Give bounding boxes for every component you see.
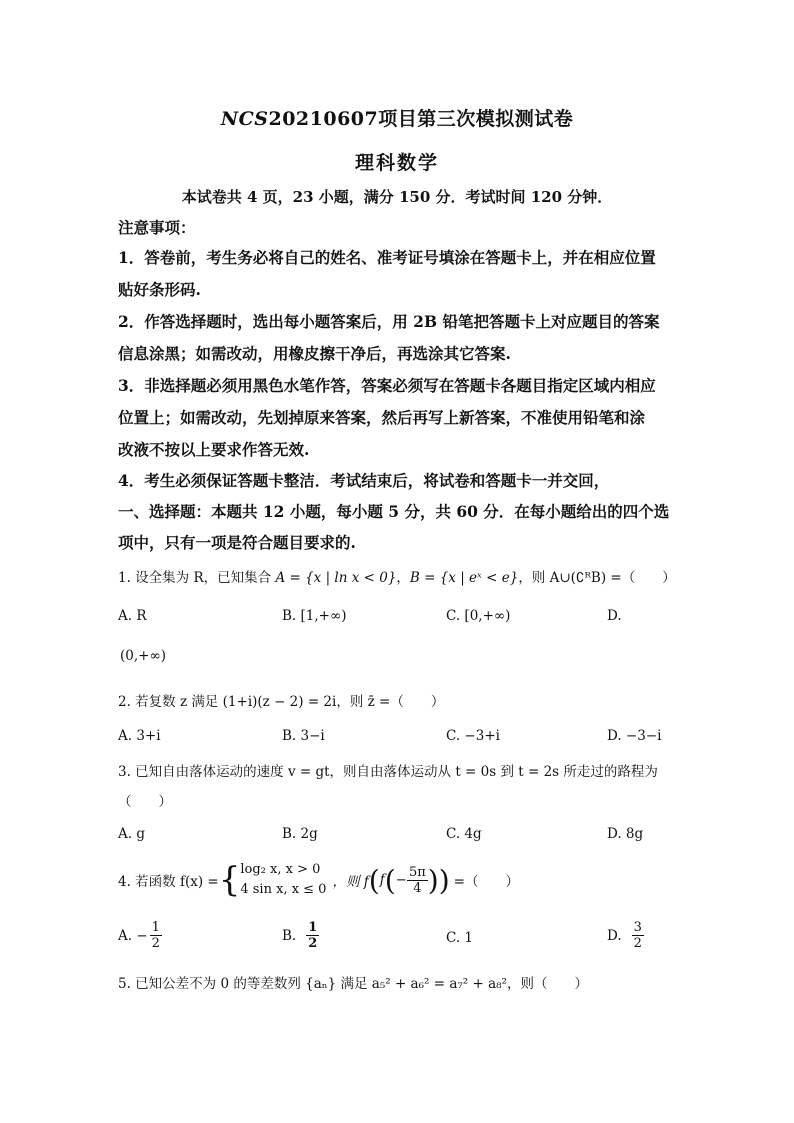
exam-summary: 本试卷共 4 页，23 小题，满分 150 分．考试时间 120 分钟． xyxy=(181,188,613,206)
q4-paren-close-outer: ) xyxy=(438,863,450,897)
q4-option-b-fraction xyxy=(306,920,319,951)
question-3-stem-line-2: （ ） xyxy=(118,794,172,810)
q4-option-a-den: 2 xyxy=(151,936,160,951)
notice-item-2-line-1: 2．作答选择题时，选出每小题答案后，用 2B 铅笔把答题卡上对应题目的答案 xyxy=(118,312,660,331)
q3-option-a: A. g xyxy=(118,826,145,842)
q4-option-b xyxy=(282,920,319,951)
q4-fraction xyxy=(407,865,428,896)
q4-outer-f: ，则 f xyxy=(332,874,369,890)
notice-item-3-line-2: 位置上；如需改动，先划掉原来答案，然后再写上新答案，不准使用铅笔和涂 xyxy=(118,408,646,427)
question-1-stem xyxy=(118,566,678,586)
notice-item-3-line-1: 3．非选择题必须用黑色水笔作答，答案必须写在答题卡各题目指定区域内相应 xyxy=(118,376,656,395)
q4-option-b-label: B. xyxy=(282,927,297,944)
notice-item-1-line-1: 1．答卷前，考生务必将自己的姓名、准考证号填涂在答题卡上，并在相应位置 xyxy=(118,248,656,267)
q4-option-a xyxy=(118,920,162,951)
question-4-stem xyxy=(118,860,678,900)
q1-stem-end: ，则 A∪(∁ᴿB) =（ ） xyxy=(518,570,676,586)
q1-stem-start: 1. 设全集为 R，已知集合 xyxy=(118,570,272,586)
page-title xyxy=(0,104,794,131)
q4-fraction-den: 4 xyxy=(413,880,422,896)
q4-option-c: C. 1 xyxy=(446,930,474,946)
section-intro-line-2: 项中，只有一项是符合题目要求的. xyxy=(118,533,356,552)
notice-item-2-line-2: 信息涂黑；如需改动，用橡皮擦干净后，再选涂其它答案. xyxy=(118,344,511,363)
q1-option-d-value: (0,+∞) xyxy=(120,648,166,664)
q4-option-d-den: 2 xyxy=(633,936,642,951)
q4-option-b-num: 1 xyxy=(308,920,318,935)
q4-fraction-num: 5π xyxy=(408,864,426,880)
q3-option-c: C. 4g xyxy=(446,826,482,842)
q1-option-c: C. [0,+∞) xyxy=(446,608,511,624)
q4-option-a-fraction xyxy=(150,920,162,951)
title-prefix: NCS xyxy=(220,108,269,130)
q4-negative-sign: − xyxy=(395,872,407,888)
q1-option-a: A. R xyxy=(118,608,147,624)
page-subtitle: 理科数学 xyxy=(354,152,439,174)
q1-comma: ， xyxy=(396,570,410,586)
q3-option-d: D. 8g xyxy=(607,826,644,842)
q4-option-d-label: D. xyxy=(607,927,622,944)
q4-inner-f: f xyxy=(379,872,385,888)
q4-piecewise xyxy=(240,860,326,900)
q4-brace: { xyxy=(218,860,241,900)
q3-option-b: B. 2g xyxy=(282,826,318,842)
q2-option-d: D. −3−i xyxy=(607,728,662,744)
q2-option-c: C. −3+i xyxy=(446,728,500,744)
q4-paren-open-inner: ( xyxy=(384,863,396,897)
q4-option-d-num: 3 xyxy=(633,920,642,935)
q2-option-b: B. 3−i xyxy=(282,728,325,744)
q1-option-b: B. [1,+∞) xyxy=(282,608,347,624)
q4-option-d-fraction xyxy=(632,920,644,951)
q1-set-b: B = {x | eˣ < e} xyxy=(409,570,519,586)
notice-heading: 注意事项： xyxy=(118,218,196,237)
q4-option-b-den: 2 xyxy=(308,936,318,951)
section-intro-line-1: 一、选择题：本题共 12 小题，每小题 5 分，共 60 分．在每小题给出的四个选 xyxy=(118,502,670,521)
question-5-stem: 5. 已知公差不为 0 的等差数列 {aₙ} 满足 a₅² + a₆² = a₇² + a₈²，则（ ） xyxy=(118,976,588,992)
q4-option-a-num: 1 xyxy=(151,920,160,935)
q4-option-a-label: A. − xyxy=(118,927,148,944)
q4-option-d xyxy=(607,920,644,951)
question-3-stem-line-1: 3. 已知自由落体运动的速度 v = gt，则自由落体运动从 t = 0s 到 t = 2s 所走过的路程为 xyxy=(118,764,658,780)
q4-paren-close-inner: ) xyxy=(427,863,439,897)
title-text: 20210607项目第三次模拟测试卷 xyxy=(268,108,574,130)
q4-paren-open-outer: ( xyxy=(368,863,380,897)
notice-item-4: 4．考生必须保证答题卡整洁．考试结束后，将试卷和答题卡一并交回， xyxy=(118,471,610,490)
q1-option-d-label: D. xyxy=(607,608,622,624)
notice-item-3-line-3: 改液不按以上要求作答无效. xyxy=(118,440,310,459)
q4-case-2: 4 sin x, x ≤ 0 xyxy=(240,882,327,897)
question-2-stem: 2. 若复数 z 满足 (1+i)(z − 2) = 2i，则 z̄ =（ ） xyxy=(118,694,445,710)
notice-item-1-line-2: 贴好条形码. xyxy=(118,280,201,299)
q2-option-a: A. 3+i xyxy=(118,728,161,744)
q1-set-a: A = {x | ln x < 0} xyxy=(275,570,397,586)
q4-case-1: log₂ x, x > 0 xyxy=(240,862,321,877)
q4-stem-end: =（ ） xyxy=(453,874,519,890)
q4-stem-start: 4. 若函数 f(x) = xyxy=(118,874,219,890)
